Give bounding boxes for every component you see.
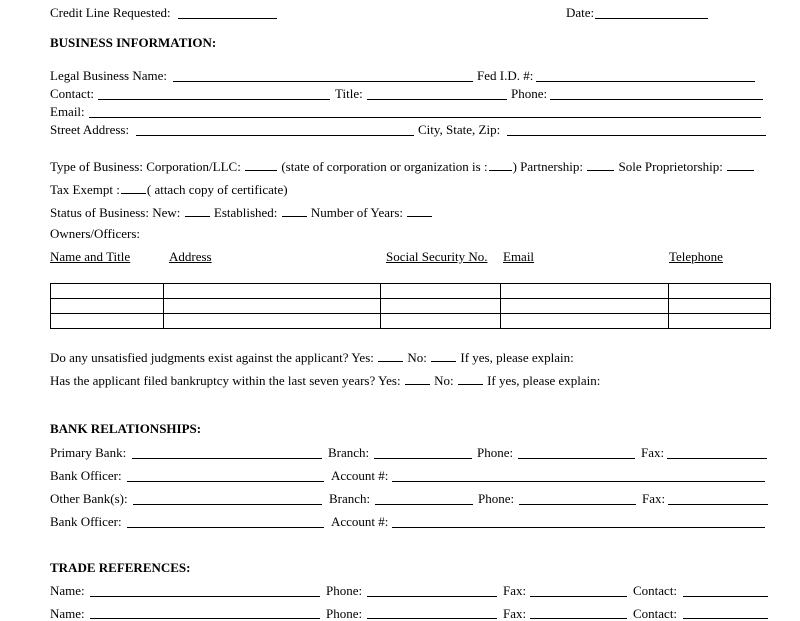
table-row: [51, 299, 771, 314]
trade-name-field-2[interactable]: [90, 618, 320, 619]
primary-fax-field[interactable]: [667, 458, 767, 459]
other-phone-label: Phone:: [478, 491, 515, 506]
years-field[interactable]: [407, 204, 432, 217]
street-field[interactable]: [136, 135, 414, 136]
judgments-no-label: No:: [407, 350, 427, 365]
table-cell[interactable]: [164, 314, 381, 329]
fed-id-field[interactable]: [536, 81, 755, 82]
trade-fax-field-2[interactable]: [530, 618, 627, 619]
established-label: Established:: [213, 205, 278, 220]
tax-exempt-label: Tax Exempt :: [50, 182, 120, 197]
phone-field[interactable]: [550, 99, 763, 100]
city-label: City, State, Zip:: [418, 122, 501, 137]
email-field[interactable]: [89, 117, 761, 118]
trade-phone-field-1[interactable]: [367, 596, 497, 597]
other-account-label: Account #:: [331, 514, 389, 529]
bankruptcy-no-label: No:: [434, 373, 454, 388]
partnership-label: ) Partnership:: [512, 159, 583, 174]
table-cell[interactable]: [381, 314, 501, 329]
title-field[interactable]: [367, 99, 507, 100]
primary-fax-label: Fax:: [641, 445, 665, 460]
table-cell[interactable]: [164, 284, 381, 299]
bankruptcy-yes-field[interactable]: [405, 372, 430, 385]
tax-exempt-row: [50, 181, 288, 196]
primary-bank-label: Primary Bank:: [50, 445, 127, 460]
trade-contact-field-2[interactable]: [683, 618, 768, 619]
col-address: Address: [169, 249, 212, 264]
other-bank-field[interactable]: [133, 504, 322, 505]
trade-fax-label-2: Fax:: [503, 606, 527, 621]
table-cell[interactable]: [669, 299, 771, 314]
table-cell[interactable]: [669, 314, 771, 329]
table-cell[interactable]: [501, 299, 669, 314]
owners-label: Owners/Officers:: [50, 226, 141, 241]
primary-officer-field[interactable]: [127, 481, 324, 482]
table-row: [51, 314, 771, 329]
other-fax-field[interactable]: [668, 504, 768, 505]
judgments-question: [50, 349, 574, 364]
years-label: Number of Years:: [310, 205, 403, 220]
date-field[interactable]: [595, 18, 708, 19]
state-text: (state of corporation or organization is :: [281, 159, 488, 174]
bankruptcy-explain-label: If yes, please explain:: [487, 373, 601, 388]
primary-branch-field[interactable]: [374, 458, 472, 459]
other-branch-label: Branch:: [329, 491, 371, 506]
other-account-field[interactable]: [392, 527, 765, 528]
trade-heading: TRADE REFERENCES:: [50, 560, 191, 575]
status-row: [50, 204, 433, 219]
col-telephone: Telephone: [669, 249, 723, 264]
trade-contact-label-1: Contact:: [633, 583, 678, 598]
trade-phone-label-2: Phone:: [326, 606, 363, 621]
table-cell[interactable]: [164, 299, 381, 314]
primary-bank-field[interactable]: [132, 458, 322, 459]
table-cell[interactable]: [501, 314, 669, 329]
phone-label: Phone:: [511, 86, 548, 101]
col-email: Email: [503, 249, 535, 264]
established-field[interactable]: [282, 204, 307, 217]
business-type-row: [50, 158, 755, 173]
judgments-no-field[interactable]: [431, 349, 456, 362]
table-cell[interactable]: [51, 314, 164, 329]
primary-branch-label: Branch:: [328, 445, 370, 460]
col-ssn: Social Security No.: [386, 249, 488, 264]
other-fax-label: Fax:: [642, 491, 666, 506]
trade-phone-field-2[interactable]: [367, 618, 497, 619]
corporation-field[interactable]: [245, 158, 277, 171]
contact-field[interactable]: [98, 99, 330, 100]
table-cell[interactable]: [501, 284, 669, 299]
title-label: Title:: [335, 86, 363, 101]
primary-phone-field[interactable]: [518, 458, 635, 459]
fed-id-label: Fed I.D. #:: [477, 68, 534, 83]
judgments-explain-label: If yes, please explain:: [460, 350, 574, 365]
bankruptcy-no-field[interactable]: [458, 372, 483, 385]
trade-name-field-1[interactable]: [90, 596, 320, 597]
table-cell[interactable]: [669, 284, 771, 299]
sole-label: Sole Proprietorship:: [618, 159, 723, 174]
bankruptcy-text: Has the applicant filed bankruptcy within the last seven years? Yes:: [50, 373, 401, 388]
email-label: Email:: [50, 104, 85, 119]
business-type-label: Type of Business: Corporation/LLC:: [50, 159, 241, 174]
trade-contact-field-1[interactable]: [683, 596, 768, 597]
primary-officer-label: Bank Officer:: [50, 468, 122, 483]
trade-name-label-1: Name:: [50, 583, 85, 598]
other-officer-label: Bank Officer:: [50, 514, 122, 529]
legal-name-field[interactable]: [173, 81, 473, 82]
judgments-yes-field[interactable]: [378, 349, 403, 362]
other-bank-label: Other Bank(s):: [50, 491, 128, 506]
primary-account-field[interactable]: [392, 481, 765, 482]
trade-contact-label-2: Contact:: [633, 606, 678, 621]
sole-field[interactable]: [727, 158, 754, 171]
partnership-field[interactable]: [587, 158, 614, 171]
trade-phone-label-1: Phone:: [326, 583, 363, 598]
tax-exempt-field[interactable]: [121, 181, 146, 194]
table-cell[interactable]: [381, 299, 501, 314]
trade-fax-label-1: Fax:: [503, 583, 527, 598]
other-phone-field[interactable]: [519, 504, 636, 505]
contact-label: Contact:: [50, 86, 95, 101]
status-label: Status of Business: New:: [50, 205, 181, 220]
bankruptcy-question: [50, 372, 600, 387]
legal-name-label: Legal Business Name:: [50, 68, 167, 83]
date-label: Date:: [566, 5, 595, 20]
table-cell[interactable]: [51, 299, 164, 314]
city-field[interactable]: [507, 135, 766, 136]
trade-name-label-2: Name:: [50, 606, 85, 621]
other-branch-field[interactable]: [375, 504, 473, 505]
primary-account-label: Account #:: [331, 468, 389, 483]
bank-heading: BANK RELATIONSHIPS:: [50, 421, 202, 436]
table-cell[interactable]: [51, 284, 164, 299]
business-info-heading: BUSINESS INFORMATION:: [50, 35, 217, 50]
trade-fax-field-1[interactable]: [530, 596, 627, 597]
credit-line-field[interactable]: [178, 18, 277, 19]
judgments-text: Do any unsatisfied judgments exist against the applicant? Yes:: [50, 350, 374, 365]
street-label: Street Address:: [50, 122, 130, 137]
other-officer-field[interactable]: [127, 527, 324, 528]
col-name-title: Name and Title: [50, 249, 131, 264]
new-field[interactable]: [185, 204, 210, 217]
table-row: [51, 284, 771, 299]
state-field[interactable]: [489, 158, 512, 171]
primary-phone-label: Phone:: [477, 445, 514, 460]
tax-exempt-note: ( attach copy of certificate): [146, 182, 288, 197]
table-cell[interactable]: [381, 284, 501, 299]
owners-table: [50, 283, 771, 329]
credit-line-label: Credit Line Requested:: [50, 5, 171, 20]
